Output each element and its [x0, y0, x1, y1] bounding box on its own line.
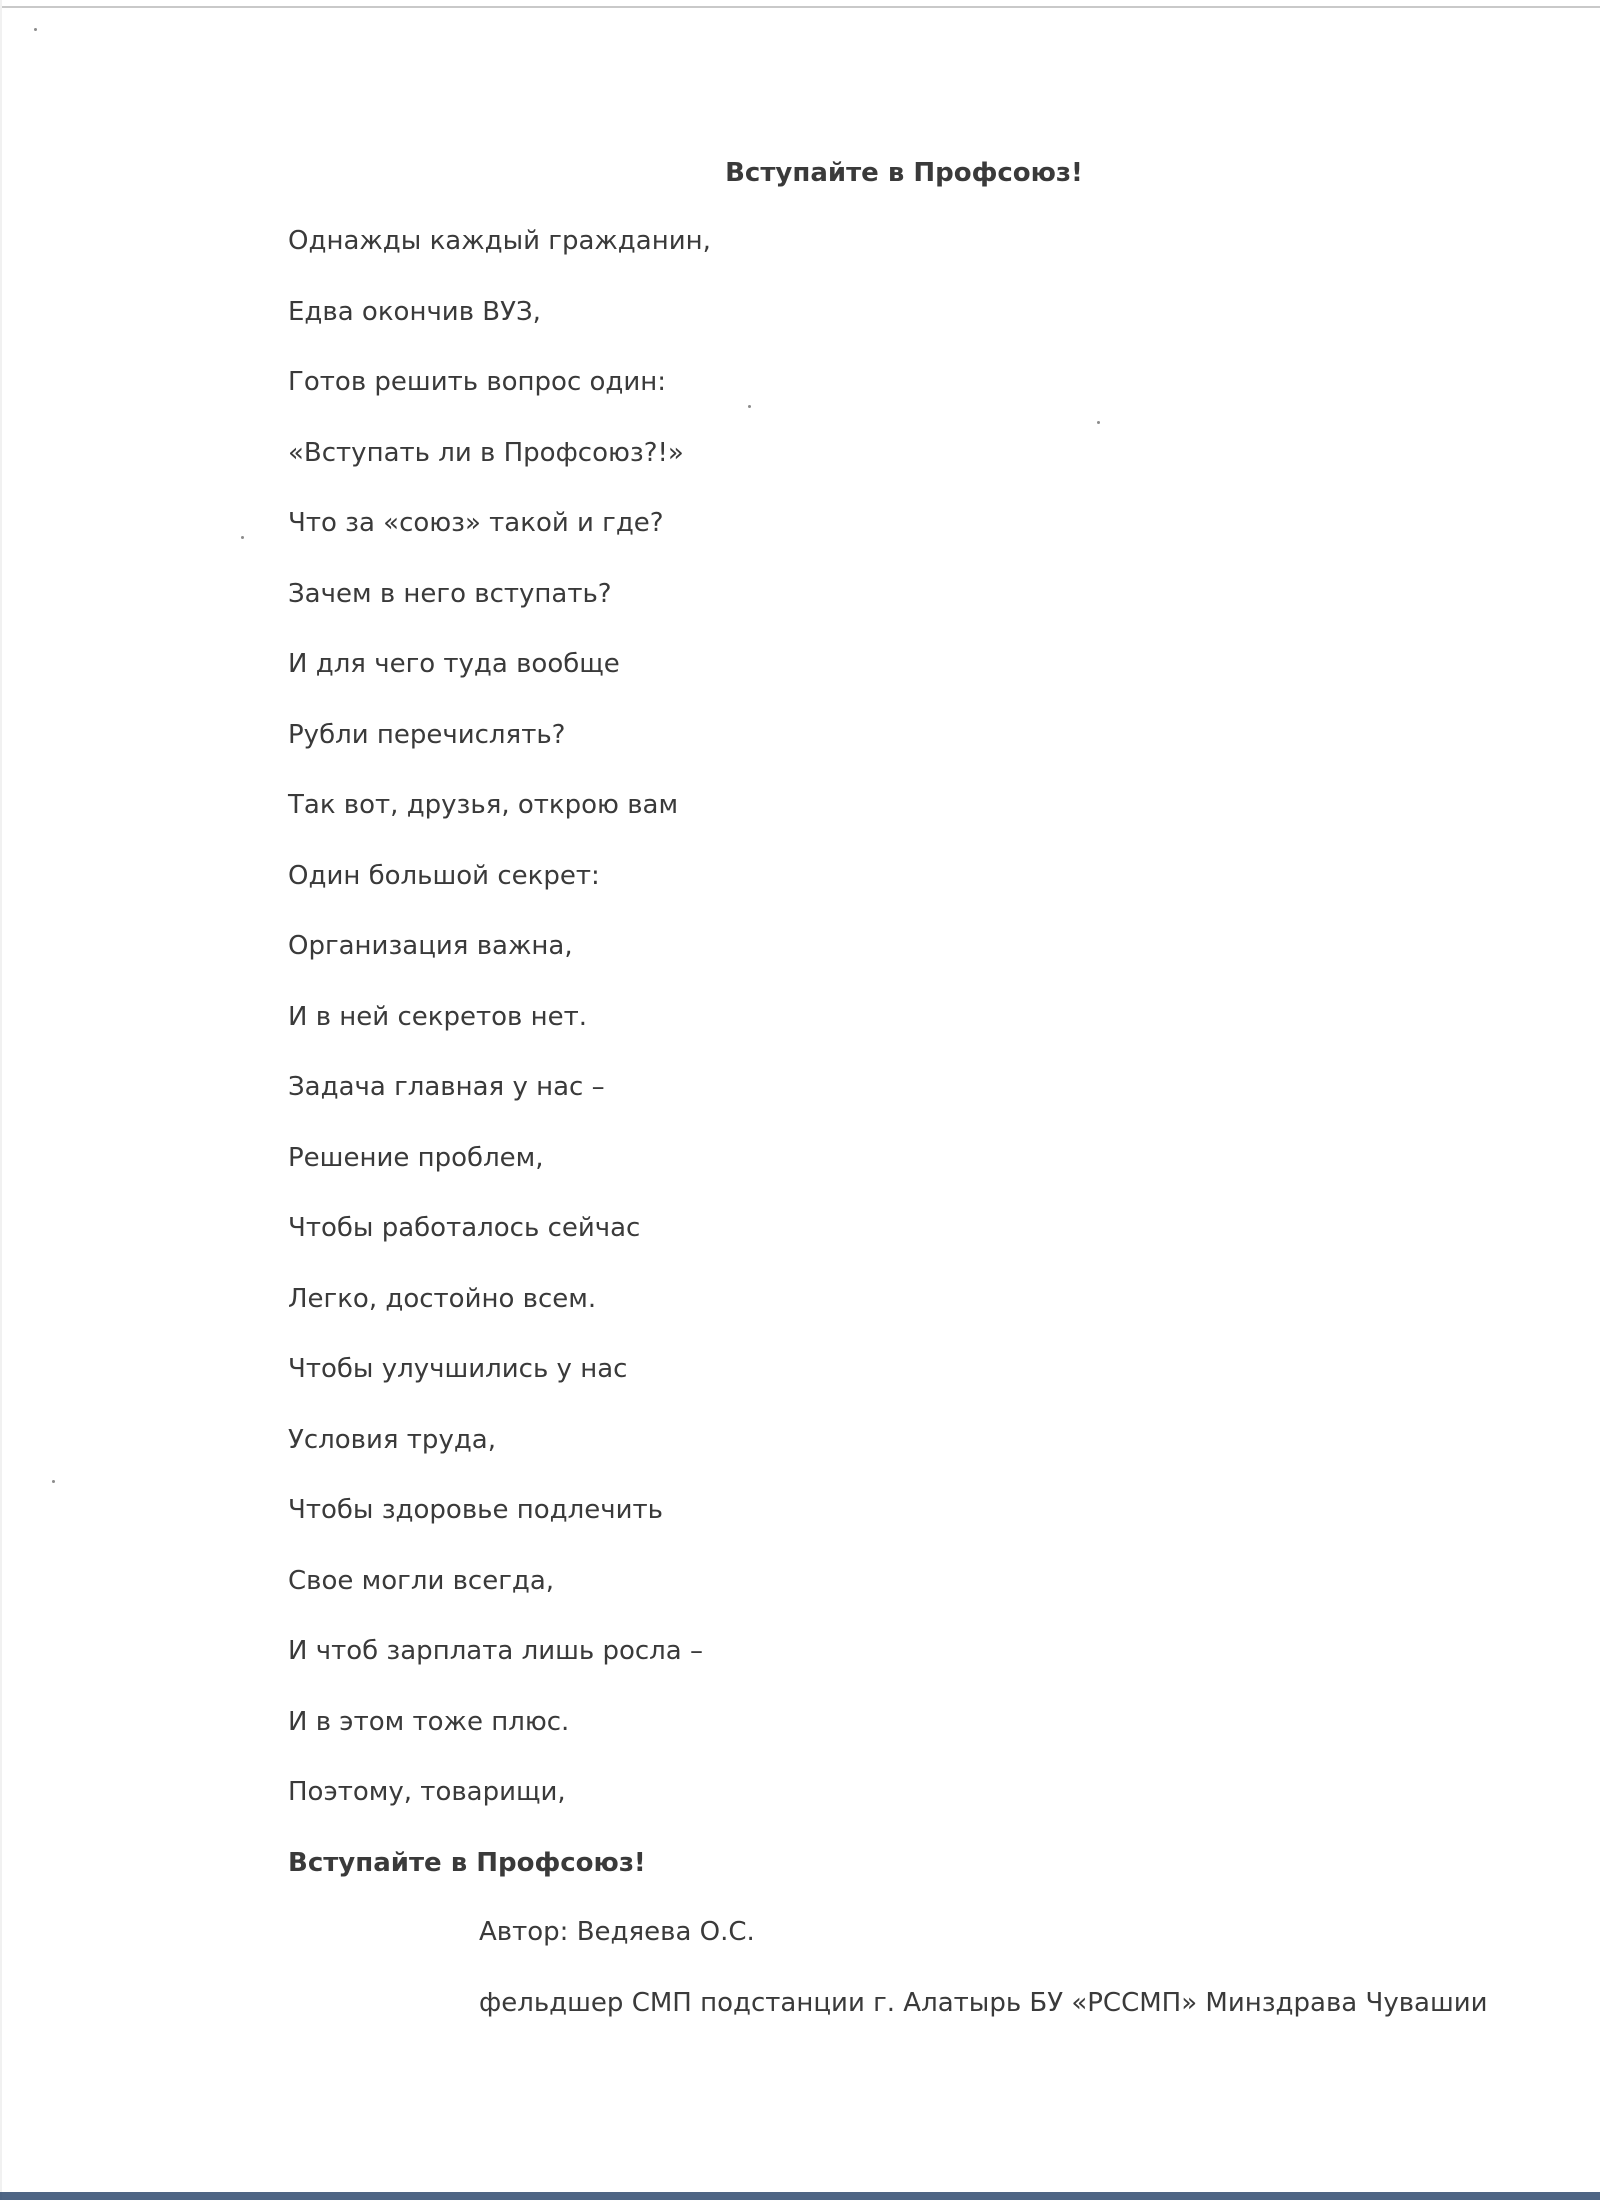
scan-speck	[52, 1480, 55, 1483]
poem-line: «Вступать ли в Профсоюз?!»	[288, 437, 684, 468]
author-line: Автор: Ведяева О.С.	[479, 1917, 755, 1947]
poem-closing-line: Вступайте в Профсоюз!	[288, 1847, 646, 1878]
poem-line: Решение проблем,	[288, 1142, 544, 1173]
poem-line: Чтобы улучшились у нас	[288, 1354, 628, 1384]
poem-line: И для чего туда вообще	[288, 649, 620, 679]
poem-line: Чтобы здоровье подлечить	[288, 1495, 663, 1525]
poem-line: Готов решить вопрос один:	[288, 367, 667, 397]
poem-line: Чтобы работалось сейчас	[288, 1213, 641, 1243]
author-position: фельдшер СМП подстанции г. Алатырь БУ «РССМП» Минздрава Чувашии	[479, 1987, 1488, 2018]
poem-line: И в ней секретов нет.	[288, 1001, 587, 1032]
poem-line: Поэтому, товарищи,	[288, 1777, 566, 1807]
poem-line: Едва окончив ВУЗ,	[288, 296, 541, 327]
poem-line: И чтоб зарплата лишь росла –	[288, 1636, 703, 1666]
poem-line: Легко, достойно всем.	[288, 1283, 597, 1314]
poem-line: Так вот, друзья, открою вам	[288, 790, 679, 820]
poem-line: Организация важна,	[288, 931, 573, 961]
scan-speck	[241, 536, 244, 539]
signature-block	[479, 1913, 1589, 2054]
poem-line: Задача главная у нас –	[288, 1072, 605, 1102]
scan-top-edge	[0, 6, 1600, 8]
poem-line: Рубли перечислять?	[288, 719, 566, 750]
poem-title: Вступайте в Профсоюз!	[725, 158, 1083, 188]
scan-speck	[34, 28, 37, 31]
poem-line: Свое могли всегда,	[288, 1565, 555, 1596]
poem-line: И в этом тоже плюс.	[288, 1706, 570, 1737]
poem-line: Однажды каждый гражданин,	[288, 226, 711, 256]
scan-bottom-edge	[0, 2192, 1600, 2200]
poem-line: Один большой секрет:	[288, 860, 600, 891]
poem-line: Условия труда,	[288, 1424, 496, 1455]
scan-left-edge	[0, 0, 2, 2200]
poem-line: Зачем в него вступать?	[288, 578, 612, 609]
poem-body	[288, 222, 1388, 1914]
poem-line: Что за «союз» такой и где?	[288, 508, 664, 538]
